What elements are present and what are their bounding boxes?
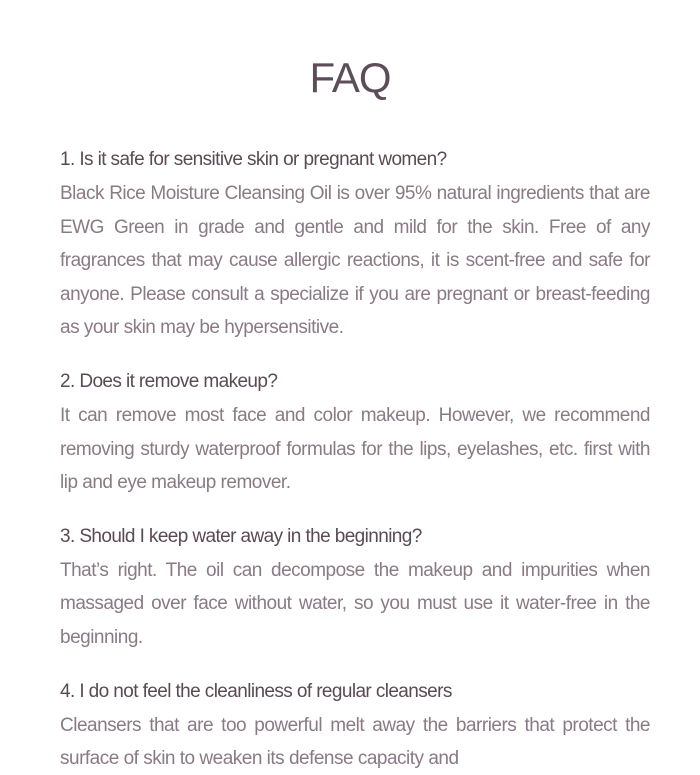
- faq-question-1: 1. Is it safe for sensitive skin or pregnant women?: [60, 149, 447, 170]
- faq-question-3: 3. Should I keep water away in the beginning?: [60, 525, 422, 547]
- faq-answer-1: Black Rice Moisture Cleansing Oil is over 95% natural ingredients that are EWG Green in grade and gentle and mild for the skin. Free of any fragrances that may cause allergic reactions, it is scent-free and safe for anyone. Please consult a specialize if you are pregnant or breast-feeding as your skin may be hypersensitive.: [60, 183, 650, 339]
- faq-answer-2: It can remove most face and color makeup. However, we recommend removing sturdy waterproof formulas for the lips, eyelashes, etc. first with lip and eye makeup remover.: [60, 404, 650, 494]
- faq-item-1: [60, 143, 650, 345]
- faq-item-2: [60, 365, 650, 500]
- page-title: FAQ: [309, 54, 391, 101]
- faq-item-4: [60, 675, 650, 775]
- faq-item-3: [60, 520, 650, 655]
- faq-answer-3: That’s right. The oil can decompose the makeup and impurities when massaged over face without water, so you must use it water-free in the beginning.: [60, 559, 650, 648]
- faq-question-4: 4. I do not feel the cleanliness of regular cleansers: [60, 680, 452, 702]
- faq-question-2: 2. Does it remove makeup?: [60, 370, 278, 392]
- faq-answer-4: Cleansers that are too powerful melt away the barriers that protect the surface of skin to weaken its defense capacity and: [60, 714, 650, 770]
- faq-list: [60, 143, 650, 775]
